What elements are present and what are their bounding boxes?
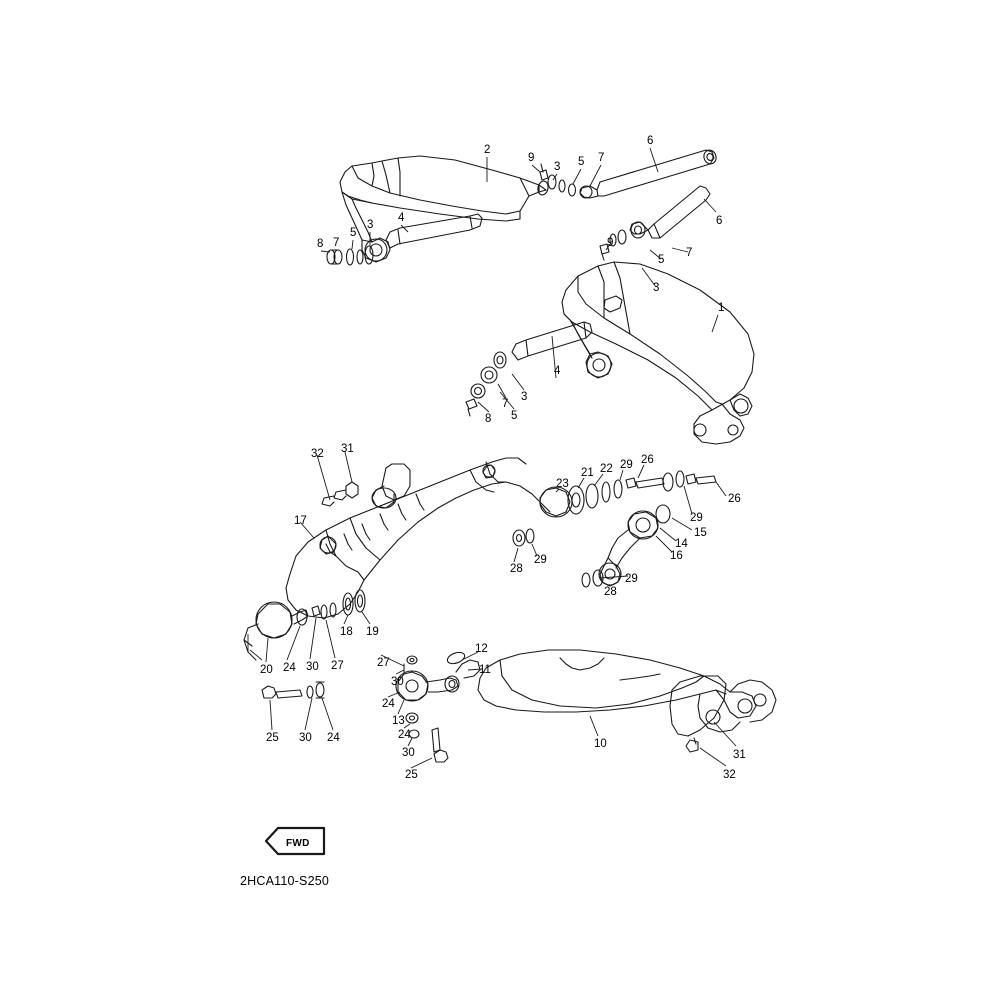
callout-14: 14: [675, 538, 688, 550]
callout-5-d: 5: [511, 410, 518, 422]
callout-6-lower: 6: [716, 215, 723, 227]
lower-rear-arm-10: [478, 650, 776, 732]
callout-9: 9: [528, 152, 535, 164]
callout-9-b: 9: [607, 237, 614, 249]
callout-3-c: 3: [367, 219, 374, 231]
rear-arm-17: [286, 458, 550, 618]
rod-4-lower-left: [512, 322, 592, 360]
callout-5-c: 5: [350, 227, 357, 239]
shield-31-left: [322, 464, 410, 508]
callout-29-c: 29: [534, 554, 547, 566]
washer-28-29-mid: [513, 529, 534, 546]
callout-7: 7: [598, 152, 605, 164]
callout-27-a: 27: [331, 660, 344, 672]
callout-29-a: 29: [620, 459, 633, 471]
callout-6-upper: 6: [647, 135, 654, 147]
callout-30-b: 30: [391, 676, 404, 688]
callout-24-b: 24: [382, 698, 395, 710]
callout-25-a: 25: [405, 769, 418, 781]
shield-31-right: [670, 676, 726, 752]
callout-29-b: 29: [690, 512, 703, 524]
callout-11: 11: [479, 664, 491, 676]
callout-20: 20: [260, 664, 273, 676]
callout-26-a: 26: [641, 454, 654, 466]
callout-25-b: 25: [266, 732, 279, 744]
callout-22: 22: [600, 463, 613, 475]
link-13-assembly: [396, 650, 480, 762]
fwd-label: FWD: [286, 838, 310, 849]
callout-13: 13: [392, 715, 405, 727]
callout-7-d: 7: [502, 398, 509, 410]
callout-3-d: 3: [521, 391, 528, 403]
callout-32-lower: 32: [723, 769, 736, 781]
fastener-stack-left-lower: [466, 352, 509, 416]
callout-30-c: 30: [402, 747, 415, 759]
callout-31-upper: 31: [341, 443, 354, 455]
callout-7-c: 7: [333, 237, 340, 249]
callout-28-b: 28: [604, 586, 617, 598]
callout-4-lower: 4: [554, 365, 561, 377]
tie-rod-6-lower: [630, 186, 710, 238]
callout-19: 19: [366, 626, 379, 638]
callout-17: 17: [294, 515, 307, 527]
callout-5-b: 5: [658, 254, 665, 266]
diagram-code: 2HCA110-S250: [240, 874, 330, 888]
callout-8-b: 8: [485, 413, 492, 425]
knuckle-left-assembly: [244, 590, 365, 660]
callout-32-upper: 32: [311, 448, 324, 460]
upper-arm-assembly: [340, 156, 549, 262]
callout-4-upper: 4: [398, 212, 405, 224]
callout-24-c: 24: [398, 729, 411, 741]
callout-30-d: 30: [299, 732, 312, 744]
callout-27-b: 27: [377, 657, 390, 669]
callout-30-a: 30: [306, 661, 319, 673]
bolt-25-lower-left: [262, 682, 324, 698]
callout-3-b: 3: [653, 282, 660, 294]
callout-8: 8: [317, 238, 324, 250]
callout-7-b: 7: [686, 247, 693, 259]
callout-15: 15: [694, 527, 707, 539]
callout-26-b: 26: [728, 493, 741, 505]
callout-31-lower: 31: [733, 749, 746, 761]
callout-21: 21: [581, 467, 594, 479]
callout-18: 18: [340, 626, 353, 638]
callout-23: 23: [556, 478, 569, 490]
callout-2: 2: [484, 144, 491, 156]
callout-24-d: 24: [327, 732, 340, 744]
callout-10: 10: [594, 738, 607, 750]
callout-5: 5: [578, 156, 585, 168]
callout-28-a: 28: [510, 563, 523, 575]
callout-29-d: 29: [625, 573, 638, 585]
callout-1: 1: [718, 302, 725, 314]
callout-12: 12: [475, 643, 488, 655]
callout-24-a: 24: [283, 662, 296, 674]
callout-3: 3: [554, 161, 561, 173]
callout-16: 16: [670, 550, 683, 562]
